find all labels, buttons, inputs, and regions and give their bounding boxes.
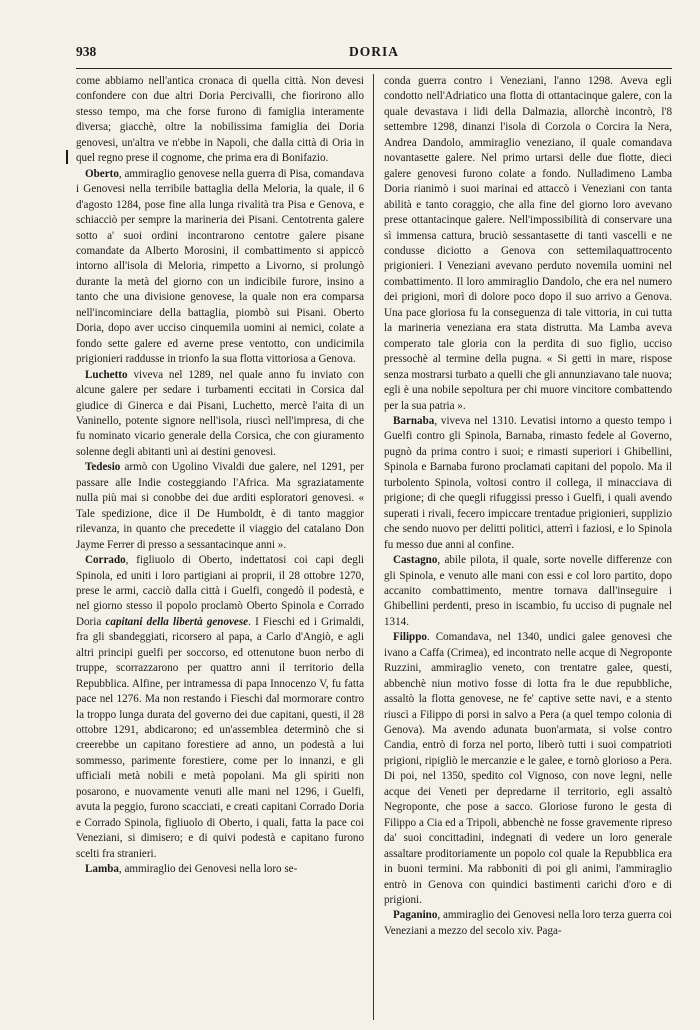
entry-headword: Luchetto [85,368,128,381]
entry-headword: Lamba [85,863,119,876]
entry-headword: Castagno [393,554,438,567]
entry-text: , figliuolo di Oberto, indettatosi coi capi degli Spinola, ed uniti i loro partigiani ai proprii, il 28 ottobre 1270, prese le armi, cacciò dalla città i Guelfi, congedò il podestà, e nel giorno stesso il popolo proclamò Oberto Spinola e Corrado Doria [76,554,364,628]
entry-paragraph [384,553,672,630]
entry-text: . Comandava, nel 1340, undici galee genovesi che ivano a Caffa (Crimea), ed incontrato nelle acque di Negroponte Ruzzini, ammiraglio veneto, con trentatre galee, questi, abbenchè niun motivo fosse di lotta fra le due repubbliche, assaltò la flotta genovese, ne fe' captive sette navi, e a stento riuscì a Filippo di porsi in salvo a Pera (a quel tempo colonia di Genova). Ma avendo adunata buon'armata, si volse contro Candia, entrò di forza nel porto, liberò tutti i suoi compatrioti prigioni, ripigliò le mercanzie e le galee, e tornò glorioso a Pera. Di poi, nel 1350, spedito col Vignoso, con nove legni, nelle acque dei Veneti per depredarne il territorio, egli assaltò Negroponte, che pose a sacco. Gloriose furono le gesta di Filippo a Cia ed a Tripoli, abbenchè ne fosse gravemente ripreso da' suoi concittadini, indegnati di vedere un loro generale assaltare proditoriamente un popolo col quale la Repubblica era in buoni termini. Ma rabboniti di poi gli animi, l'ammiraglio entrò in Genova con quindici bastimenti carichi d'oro e di prigioni. [384,631,672,907]
entry-paragraph [76,460,364,553]
entry-text-after: . I Fieschi ed i Grimaldi, fra gli sbandeggiati, ricorsero al papa, a Carlo d'Angiò, e agli altri principi guelfi per soccorso, ed ottenutone buon nerbo di truppe, scorrazzarono per quattro anni il territorio della Repubblica. Alfine, per intramessa di papa Innocenzo V, fu fatta pace nel 1276. Ma non restando i Fieschi dal mormorare contro la troppo lunga durata del governo dei due capitani, questi, il 28 ottobre 1291, abdicarono; ed un'assemblea determinò che si creerebbe un capitano forestiere ad anno, un podestà a lui sommesso, parimente forestiere, come per lo innanzi, e gli ufficiali metà nobili e metà popolani. Ma gli spiriti non posarono, e nuovamente venuti alle mani nel 1296, i Guelfi, avuta la peggio, furono scacciati, e creati capitani Corrado Doria e Corrado Spinola, figliuolo di Oberto, i quali, fatta la pace coi Veneziani, si dimisero; e di quivi podestà e capitano furono scelti fra stranieri. [76,615,364,860]
right-column [384,74,672,1024]
paragraph-text: come abbiamo nell'antica cronaca di quella città. Non devesi confondere con due altri Doria Percivalli, che fiorirono allo stesso tempo, ma che forse furono di famiglia interamente diversa; giacchè, oltre la nobilissima famiglia dei Doria genovesi, un'altra ve n'ebbe in Napoli, che dalla città di Oria in quel regno prese il cognome, che prima era di Bonifazio. [76,75,364,165]
entry-text: viveva nel 1289, nel quale anno fu inviato con alcune galere per sedare i turbamenti eccitati in Corsica dal giudice di Ginerca e dai Pisani, Luchetto, mercè l'aita di un Vaninello, potente signore nell'isola, riuscì nell'impresa, di che fu nominato vicario generale della Corsica, che con giuramento solenne degli abitanti unì ai destini genovesi. [76,368,364,458]
entry-paragraph [76,74,364,167]
entry-headword: Oberto [85,167,119,180]
entry-text: , ammiraglio dei Genovesi nella loro se- [118,863,298,876]
entry-headword: Filippo [393,631,427,644]
entry-paragraph [384,414,672,553]
entry-text: , ammiraglio genovese nella guerra di Pisa, comandava i Genovesi nella terribile battaglia della Meloria, la quale, il 6 d'agosto 1284, pose fine alla lunga rivalità tra Pisa e Genova, e schiacciò per sempre la marineria dei Pisani. Centotrenta galere sotto a' suoi ordini incontrarono centotre galere pisane comandate da Alberto Morosini, il combattimento si appiccò intorno all'isola di Meloria, rimpetto a Livorno, si prolungò durante la metà del giorno con un indicibile furore, insino a tanto che una divisione genovese, la quale non era comparsa nell'incominciare della battaglia, piombò sui Pisani. Oberto Doria, dopo aver ucciso cinquemila uomini ai nemici, colate a fondo sette galere ed averne prese ventotto, con undicimila prigionieri raddusse in trionfo la sua flotta vittoriosa a Genova. [76,167,364,366]
entry-headword: Corrado [85,554,126,567]
entry-paragraph [384,630,672,908]
entry-text: , abile pilota, il quale, sorte novelle differenze con gli Spinola, e venuto alle mani con essi e col loro partito, dopo accanito combattimento, mentre tornava dall'inseguire i Ghibellini perdenti, preso in iscambio, fu ucciso di pugnale nel 1314. [384,554,672,628]
entry-headword: Tedesio [85,461,121,474]
column-divider [373,74,374,1020]
page-number: 938 [76,44,97,59]
entry-paragraph [384,74,672,414]
page-header [76,44,672,66]
entry-paragraph [384,908,672,939]
entry-paragraph [76,167,364,368]
left-column [76,74,364,1024]
entry-paragraph [76,862,364,877]
entry-headword: Barnaba [393,414,435,427]
entry-text: armò con Ugolino Vivaldi due galere, nel 1291, per passare alle Indie costeggiando l'Africa. Ma sgraziatamente nulla più mai si conobbe dei due arditi esploratori genovesi. « Tale spedizione, dice il De Humboldt, è di tanto maggior rilevanza, in quanto che precedette il viaggio del catalano Don Jayme Ferrer di presso a sessantacinque anni ». [76,461,364,551]
entry-text: , ammiraglio dei Genovesi nella loro terza guerra coi Veneziani a mezzo del secolo xiv. Paga- [384,909,672,937]
entry-italic-phrase: capitani della libertà genovese [105,615,249,628]
entry-text: , viveva nel 1310. Levatisi intorno a questo tempo i Guelfi contro gli Spinola, Barnaba, rimasto fedele al Governo, pugnò da prima contro i suoi; e rimasti superiori i Ghibellini, Spinola e Barnaba furono proclamati capitani del popolo. Ma il turbolento Spinola, voltosi contro il collega, il minacciava di prigione; di che quegli rifuggissi presso i Guelfi, i quali avendo superati i rivali, fecero impiccare trentadue prigionieri, supplizio che sendo nuovo per delitti politici, atterrì i faziosi, e lo Spinola fu messo due anni al confine. [384,414,672,551]
entry-paragraph [76,368,364,461]
entry-paragraph [76,553,364,862]
margin-mark [66,150,68,164]
header-rule [76,68,672,69]
running-title: DORIA [348,44,399,59]
entry-headword: Paganino [393,909,438,922]
paragraph-text: conda guerra contro i Veneziani, l'anno 1298. Aveva egli condotto nell'Adriatico una flotta di ottantacinque galere, con la quale devastava i lidi della Dalmazia, allorchè incontrò, l'8 settembre 1298, dinanzi l'isola di Corzola o Corcira la Nera, Andrea Dandolo, ammiraglio veneziano, il quale comandava novantasette galere. Nel primo urtarsi delle due flotte, dieci galere genovesi furono colate a fondo. Nulladimeno Lamba Doria rianimò i suoi marinai ed attaccò i Veneziani con tanta abilità e tanto coraggio, che alla fine del giorno loro avevano prese ottantacinque galere. Nell'impossibilità di conservare una sì immensa cattura, bruciò sessantasette di tanti vascelli e ne condusse diciotto a Genova con settemilaquattrocento prigionieri. I Veneziani avevano perduto novemila uomini nel combattimento. Il loro ammiraglio Dandolo, che era nel numero dei prigioni, morì di dolore poco dopo il suo arrivo a Genova. Una pace gloriosa fu la conseguenza di tale vittoria, in cui tutta la marineria veneziana era stata distrutta. Ma Lamba aveva comperato tale gloria con la perdita di suo figlio, ucciso pressochè al termine della pugna. « Si getti in mare, rispose senza mostrarsi turbato a quelli che gli annunziavano tale nuova; egli è una nobile sepoltura per chi muore vincitore combattendo per la sua patria ». [384,75,672,412]
